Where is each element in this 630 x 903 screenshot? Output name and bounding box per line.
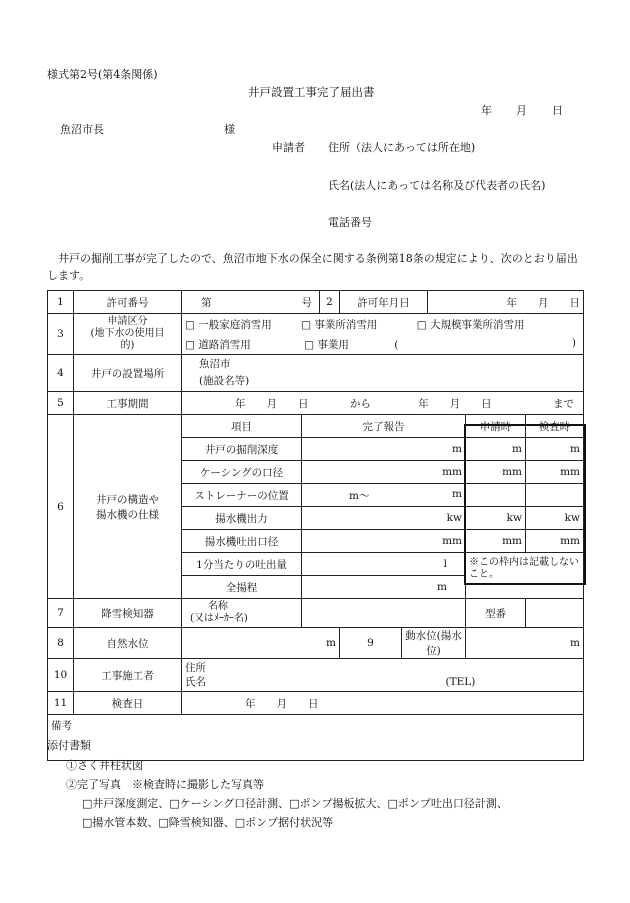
contractor-label: 工事施工者 (74, 659, 182, 692)
permit-date-label: 許可年月日 (340, 291, 428, 314)
phone-label: 電話番号 (328, 216, 372, 229)
spec-head-report: 完了報告 (302, 415, 466, 438)
dynamic-water-level-label: 動水位(揚水位) (402, 628, 466, 659)
permit-suffix: 号 (301, 296, 312, 309)
no-entry-note: ※この枠内は記載しないこと。 (466, 553, 584, 599)
spec-apply-field (466, 484, 526, 507)
spec-label-line: 井戸の構造や (96, 493, 159, 506)
spec-item-name: ケーシングの口径 (182, 461, 302, 484)
paren-open: ( (394, 338, 399, 351)
permit-number-label: 許可番号 (74, 291, 182, 314)
from-text: から (349, 397, 371, 410)
checkbox-road-snow[interactable]: □ 道路消雪用 (185, 338, 251, 351)
lead-paragraph: 井戸の掘削工事が完了したので、魚沼市地下水の保全に関する条例第18条の規定により、次のとおり届出します。 (47, 252, 578, 282)
spec-item-name: 揚水機吐出口径 (182, 530, 302, 553)
construction-period-label: 工事期間 (74, 392, 182, 415)
application-table (47, 290, 584, 761)
category-label-line: (地下水の使用目 (90, 328, 165, 339)
spec-item-name: 1分当たりの吐出量 (182, 553, 302, 576)
row-no: 9 (340, 628, 402, 659)
form-number: 様式第2号(第4条関係) (47, 68, 158, 81)
page-title: 井戸設置工事完了届出書 (248, 85, 375, 99)
checkbox-large-office-snow[interactable]: □ 大規模事業所消雪用 (416, 318, 525, 331)
attachment-photo-list-2: □揚水管本数、□降雪検知器、□ポンプ据付状況等 (82, 816, 334, 829)
date-year: 年 (481, 104, 492, 117)
city-text: 魚沼市 (199, 358, 231, 370)
well-location-label: 井戸の設置場所 (74, 355, 182, 392)
spec-apply-field: mm (466, 530, 526, 553)
contractor-name: 氏名 (185, 676, 206, 688)
date-month: 月 (516, 104, 527, 117)
spec-item-name: 全揚程 (182, 576, 302, 599)
spec-report-field[interactable]: kw (302, 507, 466, 530)
spec-inspect-field: mm (526, 461, 584, 484)
checkbox-household-snow[interactable]: □ 一般家庭消雪用 (185, 318, 272, 331)
row-no: 6 (48, 415, 74, 599)
addressee: 魚沼市長 (60, 123, 104, 136)
static-water-level-field[interactable]: m (182, 628, 340, 659)
category-label-line: 的) (120, 340, 135, 351)
row-no: 3 (48, 314, 74, 355)
detector-name-line: (又はﾒｰｶｰ名) (190, 613, 248, 624)
spec-report-field[interactable] (302, 484, 466, 507)
address-label: 住所（法人にあっては所在地) (328, 141, 476, 154)
remarks-field[interactable] (48, 715, 584, 761)
spec-apply-field: m (466, 438, 526, 461)
row-no: 8 (48, 628, 74, 659)
detector-name-line: 名称 (208, 601, 228, 612)
dynamic-water-level-field[interactable]: m (466, 628, 584, 659)
spec-head-apply: 申請時 (466, 415, 526, 438)
row-no: 4 (48, 355, 74, 392)
detector-name-field[interactable] (302, 599, 466, 628)
detector-model-label: 型番 (466, 599, 526, 628)
remarks-label: 備考 (51, 720, 72, 732)
start-date: 年 月 日 (235, 397, 309, 410)
row-no: 10 (48, 659, 74, 692)
addressee-suffix: 様 (224, 123, 235, 136)
spec-report-field[interactable]: mm (302, 461, 466, 484)
spec-report-field[interactable]: mm (302, 530, 466, 553)
spec-report-field[interactable]: l (302, 553, 466, 576)
checkbox-office-snow[interactable]: □ 事業所消雪用 (301, 318, 378, 331)
contractor-tel: (TEL) (445, 676, 476, 688)
category-label-line: 申請区分 (107, 316, 148, 327)
spec-inspect-field (526, 484, 584, 507)
spec-apply-field: kw (466, 507, 526, 530)
spec-head-item: 項目 (182, 415, 302, 438)
spec-inspect-field: m (526, 438, 584, 461)
inspection-date-label: 検査日 (74, 692, 182, 715)
permit-prefix: 第 (201, 296, 212, 309)
spec-label-line: 揚水機の仕様 (96, 508, 159, 521)
facility-text: (施設名等) (199, 375, 250, 387)
contractor-address: 住所 (185, 662, 206, 674)
category-options-line1 (182, 314, 584, 335)
inspection-date: 年 月 日 (245, 697, 319, 710)
applicant-label: 申請者 (272, 141, 305, 154)
attachment-item-1: ①さく井柱状図 (66, 759, 143, 772)
attachments-title: 添付書類 (47, 739, 91, 752)
end-date: 年 月 日 (418, 397, 492, 410)
spec-report-field[interactable]: m (302, 576, 466, 599)
contractor-field[interactable] (182, 659, 584, 692)
strainer-unit: m (452, 487, 462, 500)
strainer-mid: m〜 (349, 489, 370, 502)
checkbox-business[interactable]: □ 事業用 (304, 338, 349, 351)
spec-inspect-field: kw (526, 507, 584, 530)
permit-date-field[interactable]: 年 月 日 (428, 291, 584, 314)
row-no: 7 (48, 599, 74, 628)
spec-inspect-field: mm (526, 530, 584, 553)
well-spec-label (74, 415, 182, 599)
spec-item-name: 井戸の掘削深度 (182, 438, 302, 461)
row-no: 11 (48, 692, 74, 715)
paren-close: ) (571, 336, 577, 349)
detector-model-field[interactable] (526, 599, 584, 628)
date-day: 日 (552, 104, 563, 117)
row-no: 2 (320, 291, 340, 314)
category-options-line2 (182, 334, 584, 355)
well-location-field[interactable] (182, 355, 584, 392)
row-no: 1 (48, 291, 74, 314)
snow-detector-label: 降雪検知器 (74, 599, 182, 628)
construction-period-field[interactable] (182, 392, 584, 415)
spec-apply-field: mm (466, 461, 526, 484)
name-label: 氏名(法人にあっては名称及び代表者の氏名) (328, 179, 546, 192)
inspection-date-field[interactable] (182, 692, 584, 715)
spec-report-field[interactable]: m (302, 438, 466, 461)
row-no: 5 (48, 392, 74, 415)
contractor-name-line (185, 675, 580, 689)
application-category-label (74, 314, 182, 355)
until-text: まで (553, 397, 575, 410)
spec-item-name: 揚水機出力 (182, 507, 302, 530)
spec-item-name: ストレーナーの位置 (182, 484, 302, 507)
spec-head-inspect: 検査時 (526, 415, 584, 438)
attachment-photo-list-1: □井戸深度測定、□ケーシング口径計測、□ポンプ揚板拡大、□ポンプ吐出口径計測、 (82, 797, 508, 810)
permit-number-field[interactable] (182, 291, 320, 314)
detector-name-label (182, 599, 302, 628)
static-water-level-label: 自然水位 (74, 628, 182, 659)
attachment-item-2: ②完了写真 ※検査時に撮影した写真等 (66, 778, 264, 791)
